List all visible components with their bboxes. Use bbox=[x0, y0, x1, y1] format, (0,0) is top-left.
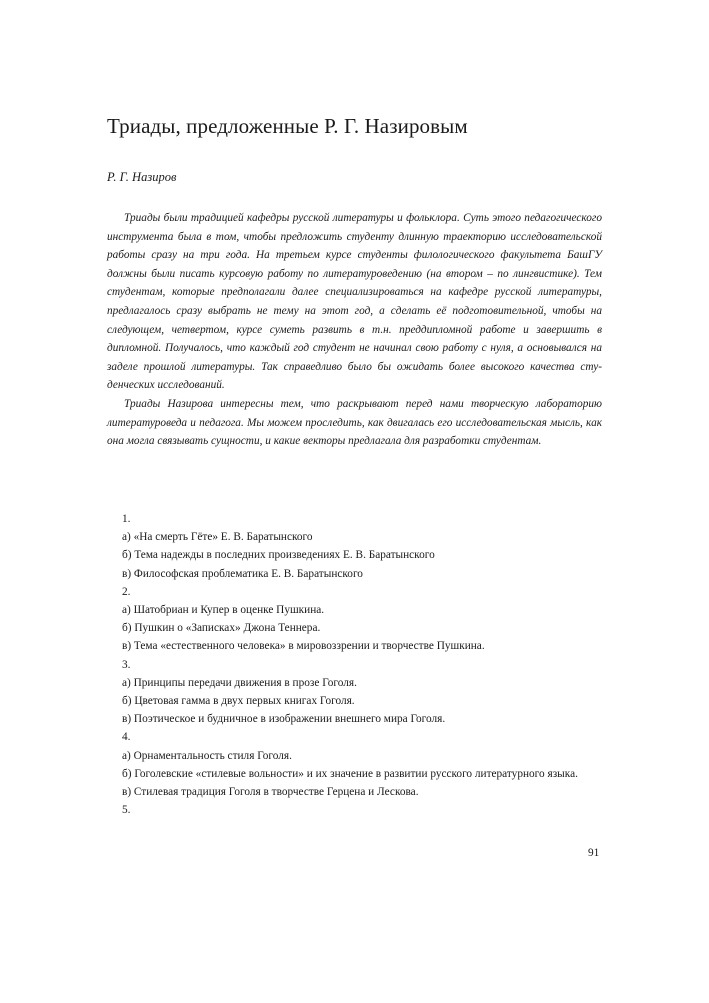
triad-item: в) Стилевая традиция Гоголя в творчестве Герцена и Лескова. bbox=[122, 786, 419, 799]
triad-number: 4. bbox=[122, 731, 131, 744]
triad-item: в) Философская проблематика Е. В. Баратынского bbox=[122, 567, 363, 580]
triad-item: в) Тема «естественного человека» в мировоззрении и творчестве Пушкина. bbox=[122, 640, 485, 653]
triad-item: б) Пушкин о «Записках» Джона Теннера. bbox=[122, 622, 321, 635]
paper-title: Триады, предложенные Р. Г. Назировым bbox=[107, 114, 468, 138]
author-name: Р. Г. Назиров bbox=[107, 170, 177, 184]
abstract bbox=[107, 209, 602, 451]
triad-number: 2. bbox=[122, 585, 131, 598]
triad-item: а) Принципы передачи движения в прозе Гоголя. bbox=[122, 676, 357, 689]
triad-item: а) «На смерть Гёте» Е. В. Баратынского bbox=[122, 531, 313, 544]
abstract-paragraph: Триады были традицией кафедры русской литературы и фольклора. Суть этого педагогического инструмента была в том, чтобы предложить студенту длинную траекторию исследовательской работы сразу на три года. На третьем курсе студенты филологического факультета БашГУ должны были писать курсовую работу по литературоведению (на втором – по лингвистике). Тем студентам, которые предполагали далее специализироваться на кафедре русской литературы, предлагалось сразу выбрать не тему на этот год, а сделать её подготовительной, чтобы на следующем, четвертом, курсе суметь развить в т.н. преддипломной работе и завершить в дипломной. Получалось, что каждый год студент не начинал свою работу с нуля, а основывался на заделе прошлой литературы. Так справедливо было бы ожидать более высокого качества студенческих исследований. bbox=[107, 212, 602, 392]
triad-item: б) Гоголевские «стилевые вольности» и их значение в развитии русского литературного языка. bbox=[122, 767, 578, 780]
triad-number: 3. bbox=[122, 658, 131, 671]
triad-item: а) Шатобриан и Купер в оценке Пушкина. bbox=[122, 604, 325, 617]
triad-item: б) Тема надежды в последних произведениях Е. В. Баратынского bbox=[122, 549, 435, 562]
triad-number: 1. bbox=[122, 513, 131, 525]
triad-item: б) Цветовая гамма в двух первых книгах Гоголя. bbox=[122, 695, 355, 708]
triad-item: а) Орнаментальность стиля Гоголя. bbox=[122, 749, 292, 762]
abstract-paragraph: Триады Назирова интересны тем, что раскрывают перед нами творческую лабораторию литературоведа и педагога. Мы можем проследить, как двигалась его исследовательская мысль, как она могла связывать сущности, и какие векторы предлагала для разработки студентам. bbox=[107, 397, 602, 448]
triads-list bbox=[107, 510, 602, 819]
triad-number: 5. bbox=[122, 804, 131, 817]
triad-item: в) Поэтическое и будничное в изображении внешнего мира Гоголя. bbox=[122, 713, 446, 726]
page-number: 91 bbox=[588, 847, 600, 859]
